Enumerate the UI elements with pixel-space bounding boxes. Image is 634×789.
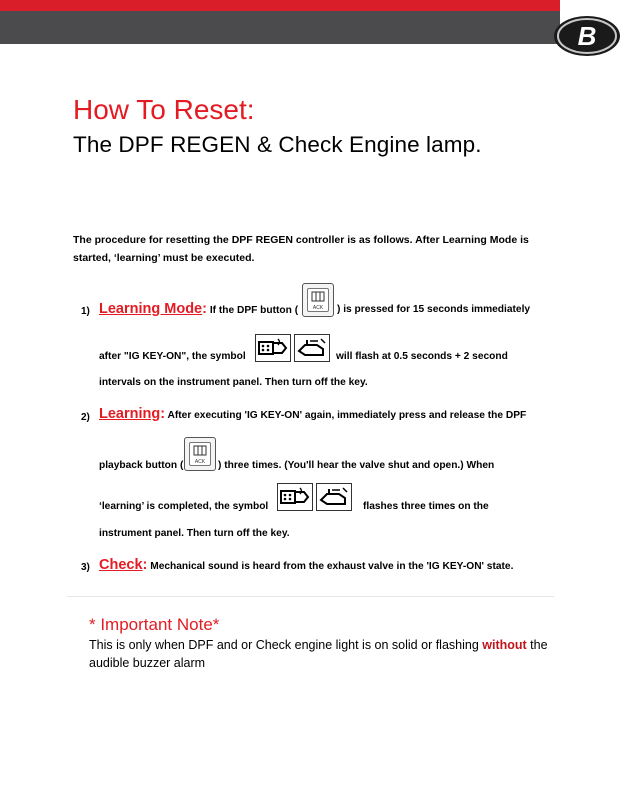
header-red-band (0, 0, 634, 11)
step-1-line-1-end: ) is pressed for 15 seconds immediately (337, 304, 531, 315)
dpf-playback-button-icon (184, 437, 216, 471)
ack-label: ACK (312, 305, 324, 311)
step-2-line-3-end: flashes three times on the (363, 501, 489, 512)
important-note-body: This is only when DPF and or Check engine light is on solid or flashing without the audible buzzer alarm (89, 638, 548, 670)
step-1-keyword: Learning Mode (99, 301, 203, 317)
brand-logo (552, 14, 622, 58)
step-1-line-3: intervals on the instrument panel. Then turn off the key. (99, 377, 368, 388)
step-2-line-1: Learning: After executing 'IG KEY-ON' again, immediately press and release the DPF (99, 406, 527, 422)
intro-paragraph: The procedure for resetting the DPF REGEN controller is as follows. After Learning Mode is started, ‘learning’ must be executed. (73, 234, 529, 264)
step-2-line-3: ‘learning’ is completed, the symbol (99, 501, 269, 512)
step-1-number: 1) (81, 306, 90, 317)
step-2-number: 2) (81, 412, 90, 423)
important-note-title: * Important Note* (89, 615, 220, 634)
header-gray-band (0, 11, 634, 44)
dpf-button-icon (302, 283, 334, 317)
important-note-emphasis: without (482, 638, 527, 652)
brand-logo-letter: B (577, 21, 597, 51)
section-divider (67, 596, 554, 597)
step-3-line-1: Check: Mechanical sound is heard from the exhaust valve in the 'IG KEY-ON' state. (99, 557, 514, 573)
step-3-keyword: Check (99, 557, 143, 573)
dpf-regen-symbol-icon (255, 334, 291, 362)
page-subtitle: The DPF REGEN & Check Engine lamp. (73, 132, 482, 157)
step-2-line-4: instrument panel. Then turn off the key. (99, 528, 290, 539)
page-title: How To Reset: (73, 94, 255, 125)
check-engine-symbol-icon (294, 334, 330, 362)
step-3-number: 3) (81, 562, 90, 573)
dpf-regen-symbol-icon (277, 483, 313, 511)
step-2-line-2-end: ) three times. (You'll hear the valve shut and open.) When (218, 460, 495, 471)
step-1-line-2-end: will flash at 0.5 seconds + 2 second (336, 351, 508, 362)
step-1-line-2: after "IG KEY-ON", the symbol (99, 351, 246, 362)
check-engine-symbol-icon (316, 483, 352, 511)
step-2-line-2: playback button ( (99, 460, 184, 471)
step-2-keyword: Learning (99, 406, 161, 422)
step-1-line-1: Learning Mode: If the DPF button ( (99, 301, 299, 317)
ack-label: ACK (194, 459, 206, 465)
